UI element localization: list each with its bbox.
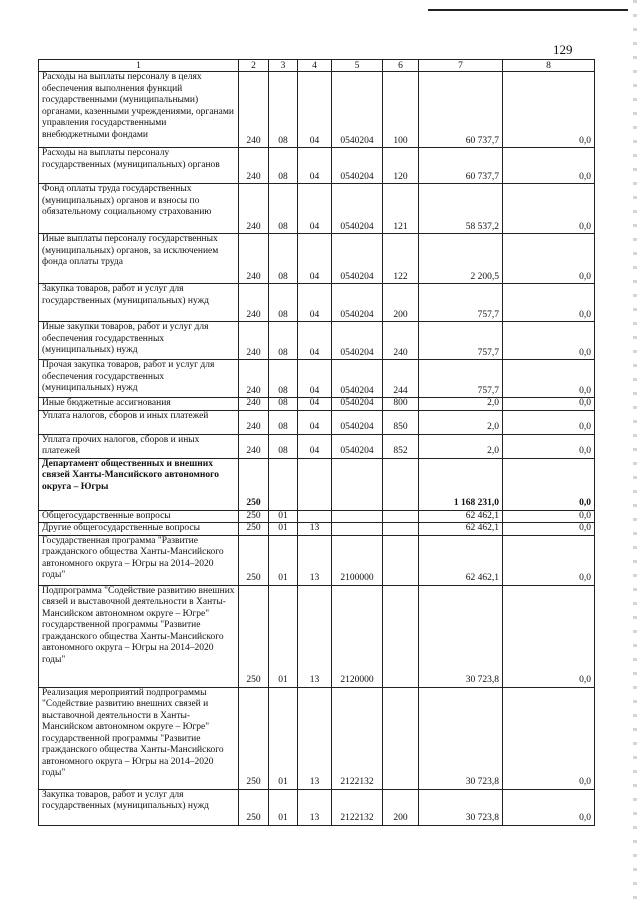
row-target-article: 2122132 xyxy=(332,789,383,825)
row-sum: 2,0 xyxy=(419,434,503,458)
table-row xyxy=(39,458,595,510)
row-subsection: 04 xyxy=(298,360,332,398)
row-change: 0,0 xyxy=(503,687,595,789)
row-sum: 62 462,1 xyxy=(419,510,503,523)
row-subsection: 04 xyxy=(298,410,332,434)
row-subsection: 04 xyxy=(298,234,332,284)
row-sum: 30 723,8 xyxy=(419,687,503,789)
row-expense-type: 122 xyxy=(383,234,419,284)
row-sum: 62 462,1 xyxy=(419,535,503,585)
row-sum: 60 737,7 xyxy=(419,148,503,184)
row-target-article: 0540204 xyxy=(332,410,383,434)
row-sum: 2 200,5 xyxy=(419,234,503,284)
header-cell: 7 xyxy=(419,60,503,72)
table-row xyxy=(39,184,595,234)
table-row xyxy=(39,284,595,322)
row-expense-type: 200 xyxy=(383,789,419,825)
row-section: 08 xyxy=(269,410,298,434)
row-admin-code: 240 xyxy=(239,360,269,398)
row-admin-code: 240 xyxy=(239,398,269,411)
row-admin-code: 240 xyxy=(239,148,269,184)
row-admin-code: 240 xyxy=(239,284,269,322)
row-target-article: 0540204 xyxy=(332,72,383,148)
row-subsection xyxy=(298,510,332,523)
table-row xyxy=(39,687,595,789)
row-target-article: 2100000 xyxy=(332,535,383,585)
row-name: Прочая закупка товаров, работ и услуг для обеспечения государственных (муниципальных) нужд xyxy=(39,360,239,398)
row-expense-type: 852 xyxy=(383,434,419,458)
row-target-article: 0540204 xyxy=(332,360,383,398)
row-target-article: 0540204 xyxy=(332,434,383,458)
row-target-article: 2122132 xyxy=(332,687,383,789)
table-row xyxy=(39,434,595,458)
row-name: Закупка товаров, работ и услуг для государственных (муниципальных) нужд xyxy=(39,789,239,825)
table-row xyxy=(39,322,595,360)
row-name: Иные бюджетные ассигнования xyxy=(39,398,239,411)
row-subsection: 13 xyxy=(298,687,332,789)
row-subsection: 04 xyxy=(298,72,332,148)
row-name: Уплата налогов, сборов и иных платежей xyxy=(39,410,239,434)
row-subsection: 13 xyxy=(298,535,332,585)
row-sum: 757,7 xyxy=(419,322,503,360)
row-name: Подпрограмма "Содействие развитию внешних связей и выставочной деятельности в Ханты-Мансийском автономном округе – Югре" государственной программы "Развитие гражданского общества Ханты-Мансийского автономного округа – Югры на 2014–2020 годы" xyxy=(39,585,239,687)
row-section: 08 xyxy=(269,360,298,398)
row-change: 0,0 xyxy=(503,398,595,411)
row-change: 0,0 xyxy=(503,284,595,322)
row-target-article xyxy=(332,458,383,510)
row-section: 01 xyxy=(269,789,298,825)
row-change: 0,0 xyxy=(503,234,595,284)
row-expense-type xyxy=(383,687,419,789)
header-cell: 3 xyxy=(269,60,298,72)
row-sum: 62 462,1 xyxy=(419,523,503,536)
row-admin-code: 250 xyxy=(239,789,269,825)
row-section: 01 xyxy=(269,523,298,536)
row-target-article: 0540204 xyxy=(332,234,383,284)
row-name: Иные закупки товаров, работ и услуг для обеспечения государственных (муниципальных) нужд xyxy=(39,322,239,360)
row-name: Расходы на выплаты персоналу в целях обеспечения выполнения функций государственными (муниципальными) органами, казенными учреждениями, органами управления государственными внебюджетными фондами xyxy=(39,72,239,148)
row-section xyxy=(269,458,298,510)
row-subsection: 13 xyxy=(298,523,332,536)
row-admin-code: 250 xyxy=(239,535,269,585)
scan-edge-marks xyxy=(633,0,637,905)
header-row xyxy=(39,60,595,72)
row-section: 08 xyxy=(269,284,298,322)
row-target-article xyxy=(332,523,383,536)
budget-table xyxy=(38,59,595,826)
table-row xyxy=(39,360,595,398)
row-admin-code: 250 xyxy=(239,687,269,789)
row-change: 0,0 xyxy=(503,510,595,523)
row-name: Фонд оплаты труда государственных (муниципальных) органов и взносы по обязательному социальному страхованию xyxy=(39,184,239,234)
row-change: 0,0 xyxy=(503,789,595,825)
row-expense-type: 240 xyxy=(383,322,419,360)
row-change: 0,0 xyxy=(503,434,595,458)
row-target-article: 0540204 xyxy=(332,148,383,184)
row-target-article: 0540204 xyxy=(332,322,383,360)
row-name: Департамент общественных и внешних связей Ханты-Мансийского автономного округа – Югры xyxy=(39,458,239,510)
table-row xyxy=(39,585,595,687)
row-section: 01 xyxy=(269,510,298,523)
header-cell: 5 xyxy=(332,60,383,72)
row-sum: 757,7 xyxy=(419,284,503,322)
row-section: 01 xyxy=(269,687,298,789)
row-expense-type xyxy=(383,523,419,536)
table-row xyxy=(39,410,595,434)
row-subsection: 04 xyxy=(298,322,332,360)
header-cell: 4 xyxy=(298,60,332,72)
row-sum: 2,0 xyxy=(419,410,503,434)
row-admin-code: 250 xyxy=(239,585,269,687)
row-change: 0,0 xyxy=(503,148,595,184)
row-section: 08 xyxy=(269,322,298,360)
table-row xyxy=(39,535,595,585)
table-row xyxy=(39,523,595,536)
row-section: 08 xyxy=(269,434,298,458)
row-expense-type: 200 xyxy=(383,284,419,322)
row-expense-type: 800 xyxy=(383,398,419,411)
table-row xyxy=(39,72,595,148)
row-change: 0,0 xyxy=(503,535,595,585)
table-row xyxy=(39,398,595,411)
row-expense-type xyxy=(383,510,419,523)
row-expense-type: 120 xyxy=(383,148,419,184)
row-section: 08 xyxy=(269,72,298,148)
row-admin-code: 250 xyxy=(239,510,269,523)
row-target-article xyxy=(332,510,383,523)
row-section: 08 xyxy=(269,148,298,184)
row-name: Расходы на выплаты персоналу государственных (муниципальных) органов xyxy=(39,148,239,184)
header-cell: 8 xyxy=(503,60,595,72)
row-expense-type: 121 xyxy=(383,184,419,234)
row-subsection: 04 xyxy=(298,284,332,322)
row-name: Реализация мероприятий подпрограммы "Содействие развитию внешних связей и выставочной деятельности в Ханты-Мансийском автономном округе – Югре" государственной программы "Развитие гражданского общества Ханты-Мансийского автономного округа – Югры на 2014–2020 годы" xyxy=(39,687,239,789)
row-name: Иные выплаты персоналу государственных (муниципальных) органов, за исключением фонда оплаты труда xyxy=(39,234,239,284)
row-change: 0,0 xyxy=(503,410,595,434)
table-row xyxy=(39,510,595,523)
row-admin-code: 240 xyxy=(239,322,269,360)
top-rule xyxy=(428,9,628,11)
row-expense-type xyxy=(383,458,419,510)
row-admin-code: 240 xyxy=(239,184,269,234)
row-sum: 30 723,8 xyxy=(419,789,503,825)
row-name: Государственная программа "Развитие гражданского общества Ханты-Мансийского автономного округа – Югры на 2014–2020 годы" xyxy=(39,535,239,585)
table-row xyxy=(39,234,595,284)
row-change: 0,0 xyxy=(503,184,595,234)
row-admin-code: 250 xyxy=(239,458,269,510)
row-change: 0,0 xyxy=(503,585,595,687)
page-number: 129 xyxy=(553,42,573,57)
row-admin-code: 240 xyxy=(239,434,269,458)
row-expense-type: 100 xyxy=(383,72,419,148)
row-sum: 60 737,7 xyxy=(419,72,503,148)
row-subsection: 04 xyxy=(298,184,332,234)
header-cell: 2 xyxy=(239,60,269,72)
row-target-article: 0540204 xyxy=(332,284,383,322)
row-sum: 58 537,2 xyxy=(419,184,503,234)
row-change: 0,0 xyxy=(503,72,595,148)
row-target-article: 0540204 xyxy=(332,398,383,411)
row-name: Общегосударственные вопросы xyxy=(39,510,239,523)
row-name: Другие общегосударственные вопросы xyxy=(39,523,239,536)
row-subsection: 13 xyxy=(298,789,332,825)
table-row xyxy=(39,789,595,825)
row-change: 0,0 xyxy=(503,360,595,398)
row-section: 08 xyxy=(269,398,298,411)
row-section: 01 xyxy=(269,585,298,687)
row-admin-code: 240 xyxy=(239,234,269,284)
row-change: 0,0 xyxy=(503,458,595,510)
row-sum: 757,7 xyxy=(419,360,503,398)
row-admin-code: 250 xyxy=(239,523,269,536)
row-subsection: 04 xyxy=(298,398,332,411)
row-subsection xyxy=(298,458,332,510)
row-subsection: 13 xyxy=(298,585,332,687)
row-section: 08 xyxy=(269,184,298,234)
table-row xyxy=(39,148,595,184)
row-section: 08 xyxy=(269,234,298,284)
row-expense-type xyxy=(383,535,419,585)
row-section: 01 xyxy=(269,535,298,585)
row-change: 0,0 xyxy=(503,322,595,360)
row-name: Уплата прочих налогов, сборов и иных платежей xyxy=(39,434,239,458)
row-admin-code: 240 xyxy=(239,410,269,434)
row-target-article: 2120000 xyxy=(332,585,383,687)
row-admin-code: 240 xyxy=(239,72,269,148)
row-target-article: 0540204 xyxy=(332,184,383,234)
row-sum: 1 168 231,0 xyxy=(419,458,503,510)
row-sum: 2,0 xyxy=(419,398,503,411)
row-sum: 30 723,8 xyxy=(419,585,503,687)
row-subsection: 04 xyxy=(298,148,332,184)
row-subsection: 04 xyxy=(298,434,332,458)
row-expense-type xyxy=(383,585,419,687)
row-expense-type: 244 xyxy=(383,360,419,398)
row-name: Закупка товаров, работ и услуг для государственных (муниципальных) нужд xyxy=(39,284,239,322)
header-cell: 6 xyxy=(383,60,419,72)
header-cell: 1 xyxy=(39,60,239,72)
row-change: 0,0 xyxy=(503,523,595,536)
row-expense-type: 850 xyxy=(383,410,419,434)
